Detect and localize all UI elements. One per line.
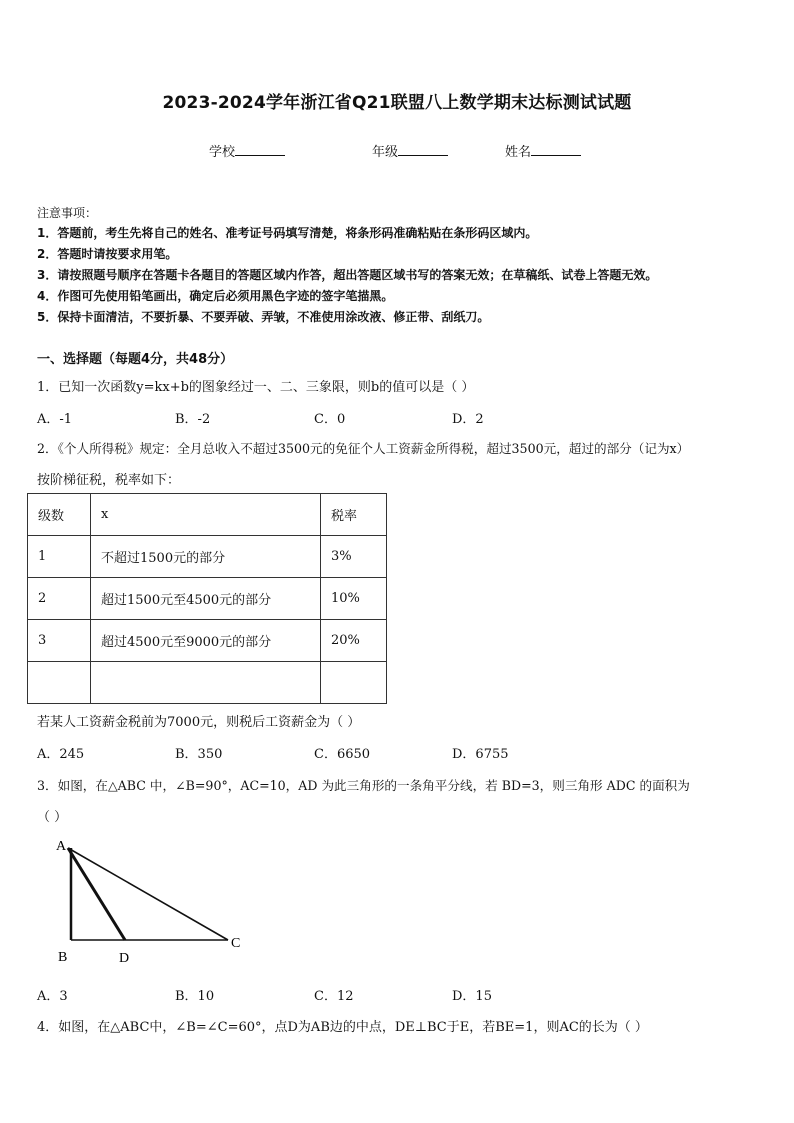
table-cell: 超过4500元至9000元的部分: [91, 620, 321, 662]
q1-option-d: D．2: [452, 412, 484, 427]
table-header-cell: 税率: [321, 494, 387, 536]
notice-heading: 注意事项：: [37, 206, 98, 220]
label-c: C: [231, 936, 241, 951]
q1-option-a: A．-1: [37, 412, 73, 427]
q3-stem-line1: 3．如图，在△ABC 中，∠B=90°，AC=10，AD 为此三角形的一条角平分线，若 BD=3，则三角形 ADC 的面积为: [37, 778, 690, 793]
school-blank: [235, 143, 285, 156]
segment-ac: [68, 848, 228, 940]
table-cell: 3: [28, 620, 91, 662]
segment-ad: [68, 848, 125, 940]
name-field: [505, 141, 581, 160]
table-row: [28, 662, 387, 704]
grade-blank: [398, 143, 448, 156]
notice-item: 2．答题时请按要求用笔。: [37, 247, 178, 261]
table-cell: [321, 662, 387, 704]
school-field: [209, 141, 285, 160]
q1-option-c: C．0: [314, 412, 346, 427]
q2-option-c: C．6650: [314, 747, 371, 762]
q2-option-d: D．6755: [452, 747, 509, 762]
notice-item: 1．答题前，考生先将自己的姓名、准考证号码填写清楚，将条形码准确粘贴在条形码区域内。: [37, 226, 538, 240]
table-cell: 20%: [321, 620, 387, 662]
notice-item: 3．请按照题号顺序在答题卡各题目的答题区域内作答，超出答题区域书写的答案无效；在草稿纸、试卷上答题无效。: [37, 268, 658, 282]
q3-option-c: C．12: [314, 989, 354, 1004]
q2-stem-line1: 2．《个人所得税》规定：全月总收入不超过3500元的免征个人工资薪金所得税，超过3500元，超过的部分（记为x）: [37, 441, 690, 456]
q3-stem-line2: （ ）: [37, 810, 68, 825]
table-cell: 不超过1500元的部分: [91, 536, 321, 578]
q2-option-b: B．350: [175, 747, 223, 762]
label-d: D: [119, 951, 130, 966]
table-cell: [91, 662, 321, 704]
table-row: [28, 578, 387, 620]
q1-stem: 1．已知一次函数y=kx+b的图象经过一、二、三象限，则b的值可以是（ ）: [37, 380, 475, 395]
school-label: 学校: [209, 145, 236, 160]
table-header-cell: 级数: [28, 494, 91, 536]
tax-rate-table: [27, 493, 387, 704]
table-header-cell: x: [91, 494, 321, 536]
name-blank: [531, 143, 581, 156]
q1-option-b: B．-2: [175, 412, 211, 427]
q2-option-a: A．245: [37, 747, 85, 762]
section-heading: 一、选择题（每题4分，共48分）: [37, 352, 234, 367]
table-cell: 2: [28, 578, 91, 620]
label-b: B: [58, 950, 68, 965]
name-label: 姓名: [505, 145, 532, 160]
table-cell: 10%: [321, 578, 387, 620]
label-a: A: [56, 839, 67, 854]
q3-option-d: D．15: [452, 989, 492, 1004]
q4-stem: 4．如图，在△ABC中，∠B=∠C=60°，点D为AB边的中点，DE⊥BC于E，若BE=1，则AC的长为（ ）: [37, 1020, 648, 1035]
table-cell: 3%: [321, 536, 387, 578]
table-cell: [28, 662, 91, 704]
exam-title: 2023-2024学年浙江省Q21联盟八上数学期末达标测试试题: [162, 93, 632, 113]
notice-item: 5．保持卡面清洁，不要折暴、不要弄破、弄皱，不准使用涂改液、修正带、刮纸刀。: [37, 310, 490, 324]
grade-field: [372, 141, 448, 160]
grade-label: 年级: [372, 145, 399, 160]
table-cell: 超过1500元至4500元的部分: [91, 578, 321, 620]
q2-after-table: 若某人工资薪金税前为7000元，则税后工资薪金为（ ）: [37, 715, 361, 730]
table-cell: 1: [28, 536, 91, 578]
q3-option-b: B．10: [175, 989, 215, 1004]
table-row: [28, 620, 387, 662]
q3-option-a: A．3: [37, 989, 68, 1004]
triangle-figure: [40, 830, 260, 970]
table-row: [28, 536, 387, 578]
table-header-row: [28, 494, 387, 536]
q2-stem-line2: 按阶梯征税，税率如下：: [37, 473, 181, 488]
notice-item: 4．作图可先使用铅笔画出，确定后必须用黑色字迹的签字笔描黑。: [37, 289, 394, 303]
